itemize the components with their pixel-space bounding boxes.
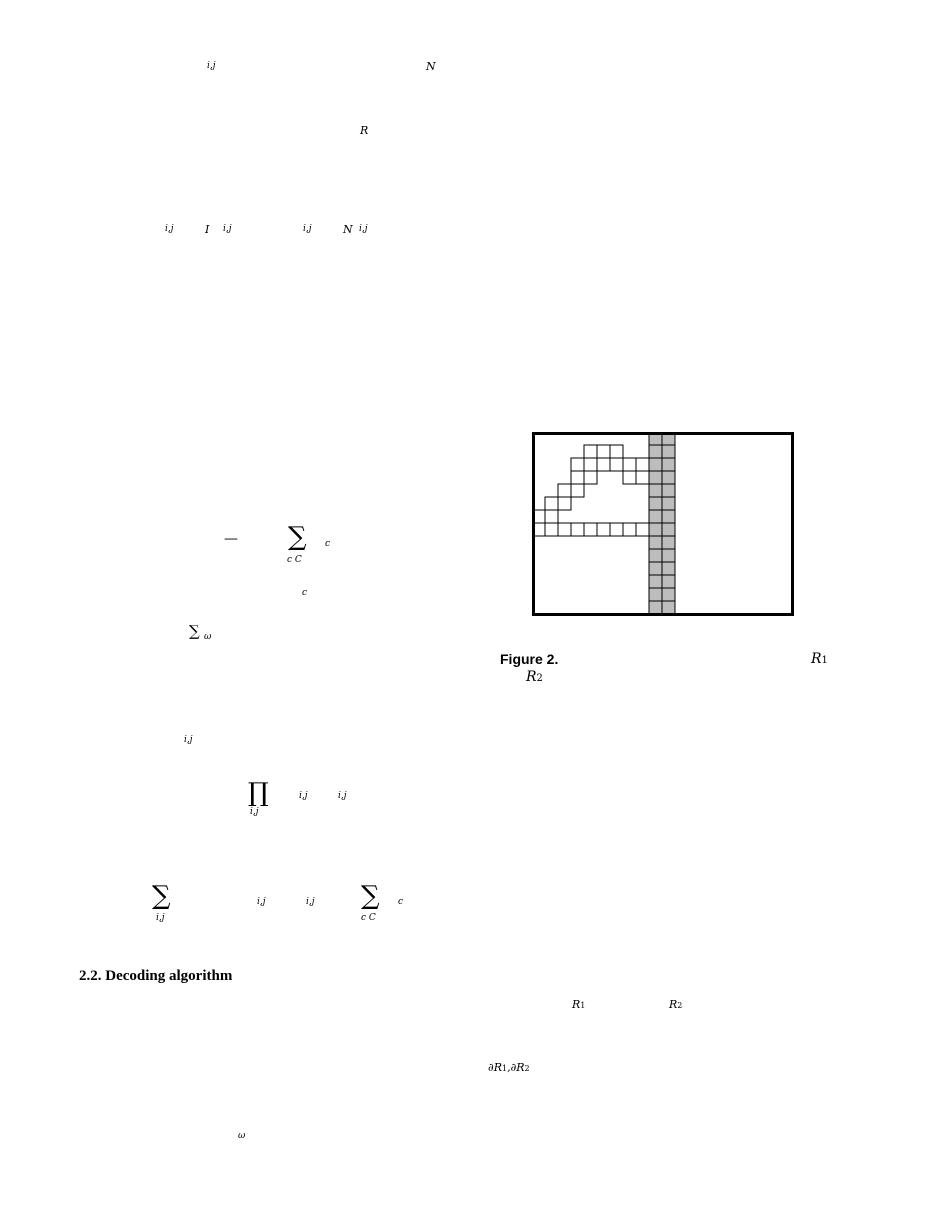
grid-cell xyxy=(571,523,584,536)
caption-region-r1: R1 xyxy=(811,651,828,667)
subscript-ij: i,j xyxy=(257,897,266,907)
grid-cell xyxy=(636,458,649,471)
shaded-cell xyxy=(649,536,662,549)
product-symbol: ∏ xyxy=(248,778,269,808)
shaded-cell xyxy=(662,588,675,601)
text-region-r2: R2 xyxy=(669,998,683,1011)
caption-region-r2: R2 xyxy=(526,669,543,685)
grid-cell xyxy=(571,458,584,471)
grid-cell xyxy=(584,523,597,536)
shaded-cell xyxy=(649,497,662,510)
shaded-cell xyxy=(662,497,675,510)
grid-cell xyxy=(571,484,584,497)
shaded-cell xyxy=(649,458,662,471)
grid-cell xyxy=(597,523,610,536)
subscript-ij: i,j xyxy=(306,897,315,907)
variable-i: I xyxy=(205,223,210,236)
subscript-ij: i,j xyxy=(303,224,312,234)
sum-limits: c C xyxy=(361,913,376,923)
subscript-c: c xyxy=(325,539,331,549)
section-heading: 2.2. Decoding algorithm xyxy=(79,968,233,984)
subscript-ij: i,j xyxy=(184,735,193,745)
variable-n: N xyxy=(426,60,436,73)
grid-cell xyxy=(610,458,623,471)
shaded-cell xyxy=(649,549,662,562)
minus-sign: — xyxy=(224,531,238,547)
subscript-ij: i,j xyxy=(338,791,347,801)
grid-cell xyxy=(545,497,558,510)
sum-symbol: ∑ xyxy=(288,522,307,552)
grid-cell xyxy=(584,445,597,458)
subscript-ij: i,j xyxy=(299,791,308,801)
subscript-omega: ω xyxy=(204,632,212,642)
figure-caption-label: Figure 2. xyxy=(500,651,559,667)
grid-cell xyxy=(610,523,623,536)
shaded-cell xyxy=(662,471,675,484)
grid-cell xyxy=(558,484,571,497)
grid-cell xyxy=(545,523,558,536)
shaded-cell xyxy=(662,510,675,523)
grid-cell xyxy=(623,458,636,471)
sum-symbol: ∑ xyxy=(189,622,200,640)
grid-cell xyxy=(636,471,649,484)
shaded-cell xyxy=(649,471,662,484)
shaded-cell xyxy=(649,601,662,614)
grid-cell xyxy=(636,523,649,536)
grid-cell xyxy=(623,471,636,484)
shaded-cell xyxy=(649,588,662,601)
sum-limits: c C xyxy=(287,555,302,565)
shaded-cell xyxy=(662,536,675,549)
subscript-ij: i,j xyxy=(223,224,232,234)
sum-limits: i,j xyxy=(156,913,165,923)
grid-cell xyxy=(610,445,623,458)
grid-cell xyxy=(558,497,571,510)
shaded-cell xyxy=(649,575,662,588)
grid-cell xyxy=(597,458,610,471)
shaded-cell xyxy=(649,484,662,497)
shaded-cell xyxy=(662,575,675,588)
product-limits: i,j xyxy=(250,807,259,817)
subscript-ij: i,j xyxy=(207,61,216,71)
grid-cell xyxy=(584,458,597,471)
grid-cell xyxy=(623,523,636,536)
shaded-cell xyxy=(662,484,675,497)
shaded-cell xyxy=(662,445,675,458)
shaded-cell xyxy=(662,523,675,536)
grid-cell xyxy=(558,523,571,536)
text-region-r1: R1 xyxy=(572,998,586,1011)
grid-cell xyxy=(597,445,610,458)
shaded-cell xyxy=(662,549,675,562)
subscript-c: c xyxy=(302,588,308,598)
variable-n: N xyxy=(343,223,353,236)
subscript-ij: i,j xyxy=(165,224,174,234)
shaded-cell xyxy=(649,510,662,523)
subscript-ij: i,j xyxy=(359,224,368,234)
figure-2-grid xyxy=(532,432,795,616)
variable-r: R xyxy=(360,124,369,137)
shaded-cell xyxy=(662,601,675,614)
shaded-cell xyxy=(662,458,675,471)
boundary-notation: ∂R1,∂R2 xyxy=(488,1061,530,1074)
subscript-omega: ω xyxy=(238,1131,246,1141)
shaded-cell xyxy=(662,562,675,575)
sum-symbol: ∑ xyxy=(152,881,171,911)
shaded-cell xyxy=(649,523,662,536)
grid-cell xyxy=(584,471,597,484)
subscript-c: c xyxy=(398,897,404,907)
grid-cell xyxy=(571,471,584,484)
sum-symbol: ∑ xyxy=(361,881,380,911)
shaded-cell xyxy=(649,562,662,575)
shaded-cell xyxy=(649,445,662,458)
grid-cell xyxy=(545,510,558,523)
